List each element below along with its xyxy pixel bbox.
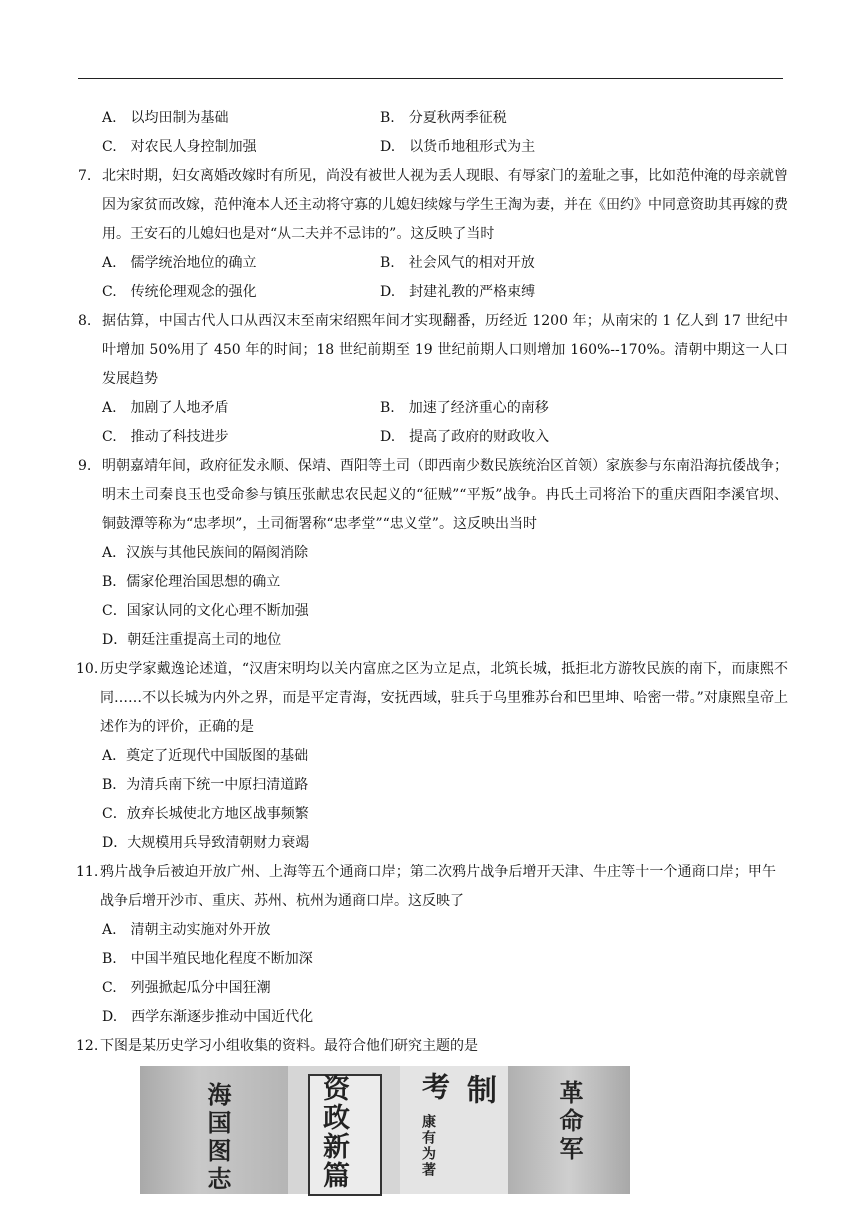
q8-option-b[interactable]: B. 加速了经济重心的南移 [380,400,549,416]
question-10 [78,655,788,742]
q11-option-b[interactable]: B. 中国半殖民地化程度不断加深 [102,951,313,967]
exam-content [78,104,788,1061]
question-stem: 据估算，中国古代人口从西汉末至南宋绍熙年间才实现翻番，历经近 1200 年；从南宋的 1 亿人到 17 世纪中叶增加 50%用了 450 年的时间；18 世纪前期至 19 世纪前期人口则增加 160%--170%。清朝中期这一人口发展趋势 [102,313,788,387]
q9-option-c[interactable]: C．国家认同的文化心理不断加强 [102,603,309,619]
q6-option-c[interactable]: C. 对农民人身控制加强 [102,139,257,155]
q8-options-row-1 [78,394,788,423]
book-cover-kongzigaizhikao [400,1066,508,1194]
question-number: 7. [78,168,92,184]
q8-option-c[interactable]: C. 推动了科技进步 [102,429,229,445]
book-title-suffix: 考 [418,1072,451,1104]
question-12 [78,1032,788,1061]
question-8 [78,307,788,394]
question-stem: 下图是某历史学习小组收集的资料。最符合他们研究主题的是 [100,1038,478,1054]
q7-options-row-1 [78,249,788,278]
q6-option-d[interactable]: D. 以货币地租形式为主 [380,139,536,155]
q8-options-row-2 [78,423,788,452]
book-title: 海国图志 [203,1082,232,1194]
q6-option-b[interactable]: B. 分夏秋两季征税 [380,110,507,126]
q6-options-row-2 [78,133,788,162]
header-rule [78,78,783,79]
question-9 [78,452,788,539]
q9-option-d[interactable]: D．朝廷注重提高土司的地位 [102,632,282,648]
q8-option-a[interactable]: A. 加剧了人地矛盾 [102,400,229,416]
question-7 [78,162,788,249]
q7-option-a[interactable]: A. 儒学统治地位的确立 [102,255,257,271]
q11-option-d[interactable]: D. 西学东渐逐步推动中国近代化 [102,1009,314,1025]
q7-option-b[interactable]: B. 社会风气的相对开放 [380,255,535,271]
question-number: 10. [76,661,99,677]
question-number: 12. [76,1038,99,1054]
q6-option-a[interactable]: A. 以均田制为基础 [102,110,229,126]
question-stem: 鸦片战争后被迫开放广州、上海等五个通商口岸；第二次鸦片战争后增开天津、牛庄等十一个通商口岸；甲午战争后增开沙市、重庆、苏州、杭州为通商口岸。这反映了 [100,864,776,909]
q11-option-a[interactable]: A. 清朝主动实施对外开放 [102,922,271,938]
book-cover-zizhengxinpian [288,1066,400,1194]
question-number: 9. [78,458,92,474]
book-title: 革命军 [555,1080,584,1164]
q10-option-a[interactable]: A．奠定了近现代中国版图的基础 [102,748,309,764]
q9-option-b[interactable]: B．儒家伦理治国思想的确立 [102,574,281,590]
question-stem: 北宋时期，妇女离婚改嫁时有所见，尚没有被世人视为丢人现眼、有辱家门的羞耻之事，比如范仲淹的母亲就曾因为家贫而改嫁，范仲淹本人还主动将守寡的儿媳妇续嫁与学生王淘为妻，并在《田约》中同意资助其再嫁的费用。王安石的儿媳妇也是对“从二夫并不忌讳的”。这反映了当时 [102,168,788,242]
q7-option-d[interactable]: D. 封建礼教的严格束缚 [380,284,536,300]
q8-option-d[interactable]: D. 提高了政府的财政收入 [380,429,550,445]
question-number: 11. [76,864,99,880]
question-11 [78,858,788,916]
question-number: 8. [78,313,92,329]
q11-option-c[interactable]: C. 列强掀起瓜分中国狂潮 [102,980,271,996]
question-stem: 明朝嘉靖年间，政府征发永顺、保靖、酉阳等土司（即西南少数民族统治区首领）家族参与东南沿海抗倭战争；明末土司秦良玉也受命参与镇压张献忠农民起义的“征贼”“平叛”战争。冉氏土司将治下的重庆酉阳李溪官坝、铜鼓潭等称为“忠孝坝”，土司衙署称“忠孝堂”“忠义堂”。这反映出当时 [102,458,788,532]
q7-option-c[interactable]: C. 传统伦理观念的强化 [102,284,257,300]
book-author: 康有为著 [420,1114,436,1178]
book-title: 资政新篇 [318,1074,349,1190]
q10-option-d[interactable]: D．大规模用兵导致清朝财力衰竭 [102,835,310,851]
question-stem: 历史学家戴逸论述道，“汉唐宋明均以关内富庶之区为立足点，北筑长城，抵拒北方游牧民族的南下，而康熙不同……不以长城为内外之界，而是平定青海，安抚西域，驻兵于乌里雅苏台和巴里坤、哈密一带。”对康熙皇帝上述作为的评价，正确的是 [100,661,788,735]
q10-option-b[interactable]: B．为清兵南下统一中原扫清道路 [102,777,309,793]
q9-option-a[interactable]: A．汉族与其他民族间的隔阂消除 [102,545,309,561]
book-cover-gemingjun [508,1066,630,1194]
book-title: 制 [461,1074,496,1107]
book-covers-figure [140,1066,630,1194]
q10-option-c[interactable]: C．放弃长城使北方地区战事频繁 [102,806,309,822]
q7-options-row-2 [78,278,788,307]
book-cover-haiguotuzhi [140,1066,288,1194]
q6-options-row-1 [78,104,788,133]
